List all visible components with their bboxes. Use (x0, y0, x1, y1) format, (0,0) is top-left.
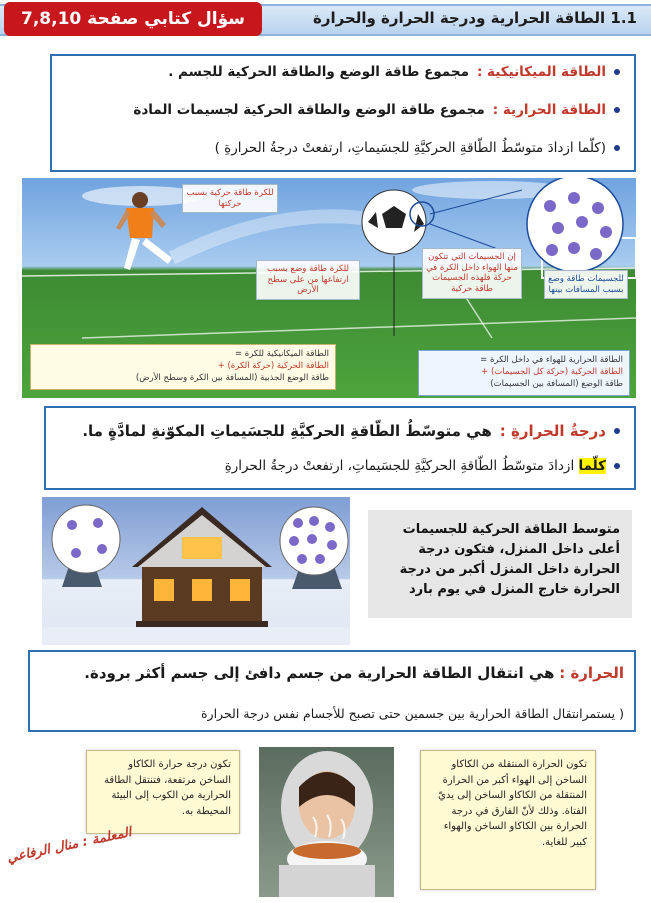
thermal-energy-line-3: طاقة الوضع (المسافة بين الجسيمات) (490, 378, 623, 389)
mechanical-energy-box (30, 344, 336, 390)
highlighted-word: كلّما (578, 458, 606, 474)
heat-definition (84, 664, 624, 682)
heat-definition-box (28, 650, 636, 732)
term-heat: الحرارة : (559, 664, 624, 682)
note-air-particles: إن الجسيمات التي تتكون منها الهواء داخل الكرة في حركة فلهذه الجسيمات طاقة حركية (422, 248, 522, 299)
temperature-note (225, 458, 620, 474)
thermal-energy-line-1: الطاقة الحرارية للهواء في داخل الكرة = (480, 355, 623, 365)
definition-mechanical (168, 64, 620, 80)
mechanical-energy-line-3: طاقة الوضع الجذبية (المسافة بين الكرة وسطح الأرض) (135, 372, 329, 383)
heat-definition-text: هي انتقال الطاقة الحرارية من جسم دافئ إلى جسم أكثر برودة. (84, 664, 555, 682)
bullet-icon (614, 428, 620, 434)
thermal-energy-box (418, 350, 630, 396)
teacher-signature: المعلمة : منال الرفاعي (5, 824, 133, 867)
page-title: 1.1 الطاقة الحرارية ودرجة الحرارة والحرارة (312, 9, 637, 27)
temperature-definition-text: هي متوسّطُ الطّاقةِ الحركيَّةِ للجسَيماتِ المكوّنةِ لمادَّةٍ ما. (82, 422, 492, 440)
bullet-icon (614, 69, 620, 75)
energy-definitions-box (50, 54, 636, 172)
term-mechanical: الطاقة الميكانيكية : (476, 64, 606, 80)
definition-thermal (133, 102, 620, 118)
bullet-icon (614, 463, 620, 469)
cocoa-note-right: تكون الحرارة المنتقلة من الكاكاو الساخن إلى الهواء أكبر من الحرارة المنتقلة من الكاكاو الساخن إلى يديّ الفتاة. وذلك لأنّ الفارق في درجة الحرارة بين الكاكاو الساخن والهواء كبير للغاية. (420, 750, 596, 890)
bullet-icon (614, 145, 620, 151)
house-graphics (42, 497, 350, 645)
definition-thermal-text: مجموع طاقة الوضع والطاقة الحركية لجسيمات المادة (133, 102, 485, 118)
winter-house-illustration (42, 497, 350, 645)
cocoa-note-left: تكون درجة حرارة الكاكاو الساخن مرتفعة، فتنتقل الطاقة الحرارية من الكوب إلى البيئة المحيطة به. (86, 750, 240, 834)
term-thermal: الطاقة الحرارية : (492, 102, 606, 118)
page-header (0, 0, 651, 40)
note-particles-potential: للجسيمات طاقة وضع بسبب المسافات بينها (544, 270, 628, 299)
bullet-icon (614, 107, 620, 113)
thermal-energy-line-2: الطاقة الحركية (حركة كل الجسيمات) + (481, 366, 623, 377)
temperature-note-text: ازدادَ متوسّطُ الطّاقةِ الحركيَّةِ للجسَيماتِ، ارتفعتْ درجةُ الحرارةِ (224, 458, 575, 474)
definition-note-text: (كلّما ازدادَ متوسّطُ الطّاقةِ الحركيَّةِ للجسَيماتِ، ارتفعتْ درجةُ الحرارةِ ) (214, 140, 606, 156)
term-temperature: درجةُ الحرارةِ : (499, 422, 606, 440)
temperature-definition-box (44, 406, 636, 490)
soccer-energy-illustration (22, 178, 636, 398)
definition-mechanical-text: مجموع طاقة الوضع والطاقة الحركية للجسم . (168, 64, 469, 80)
mechanical-energy-line-1: الطاقة الميكانيكية للكرة = (234, 349, 329, 359)
heat-note: ( يستمرانتقال الطاقة الحرارية بين جسمين حتى تصبح للأجسام نفس درجة الحرارة (200, 706, 624, 721)
note-ball-potential: للكرة طاقة وضع بسبب ارتفاعها من على سطح الأرض (256, 260, 360, 300)
definition-note (215, 140, 620, 156)
note-ball-kinetic: للكرة طاقة حركية بسبب حركتها (182, 184, 278, 213)
girl-graphics (259, 747, 394, 897)
mechanical-energy-line-2: الطاقة الحركية (حركة الكرة) + (217, 360, 329, 371)
temperature-definition (82, 422, 620, 440)
house-temperature-callout: متوسط الطاقة الحركية للجسيمات أعلى داخل المنزل، فتكون درجة الحرارة داخل المنزل أكبر من درجة الحرارة خارج المنزل في يوم بارد (368, 510, 632, 618)
page-reference-badge: سؤال كتابي صفحة 7,8,10 (4, 2, 262, 36)
girl-with-cocoa-photo (259, 747, 394, 897)
